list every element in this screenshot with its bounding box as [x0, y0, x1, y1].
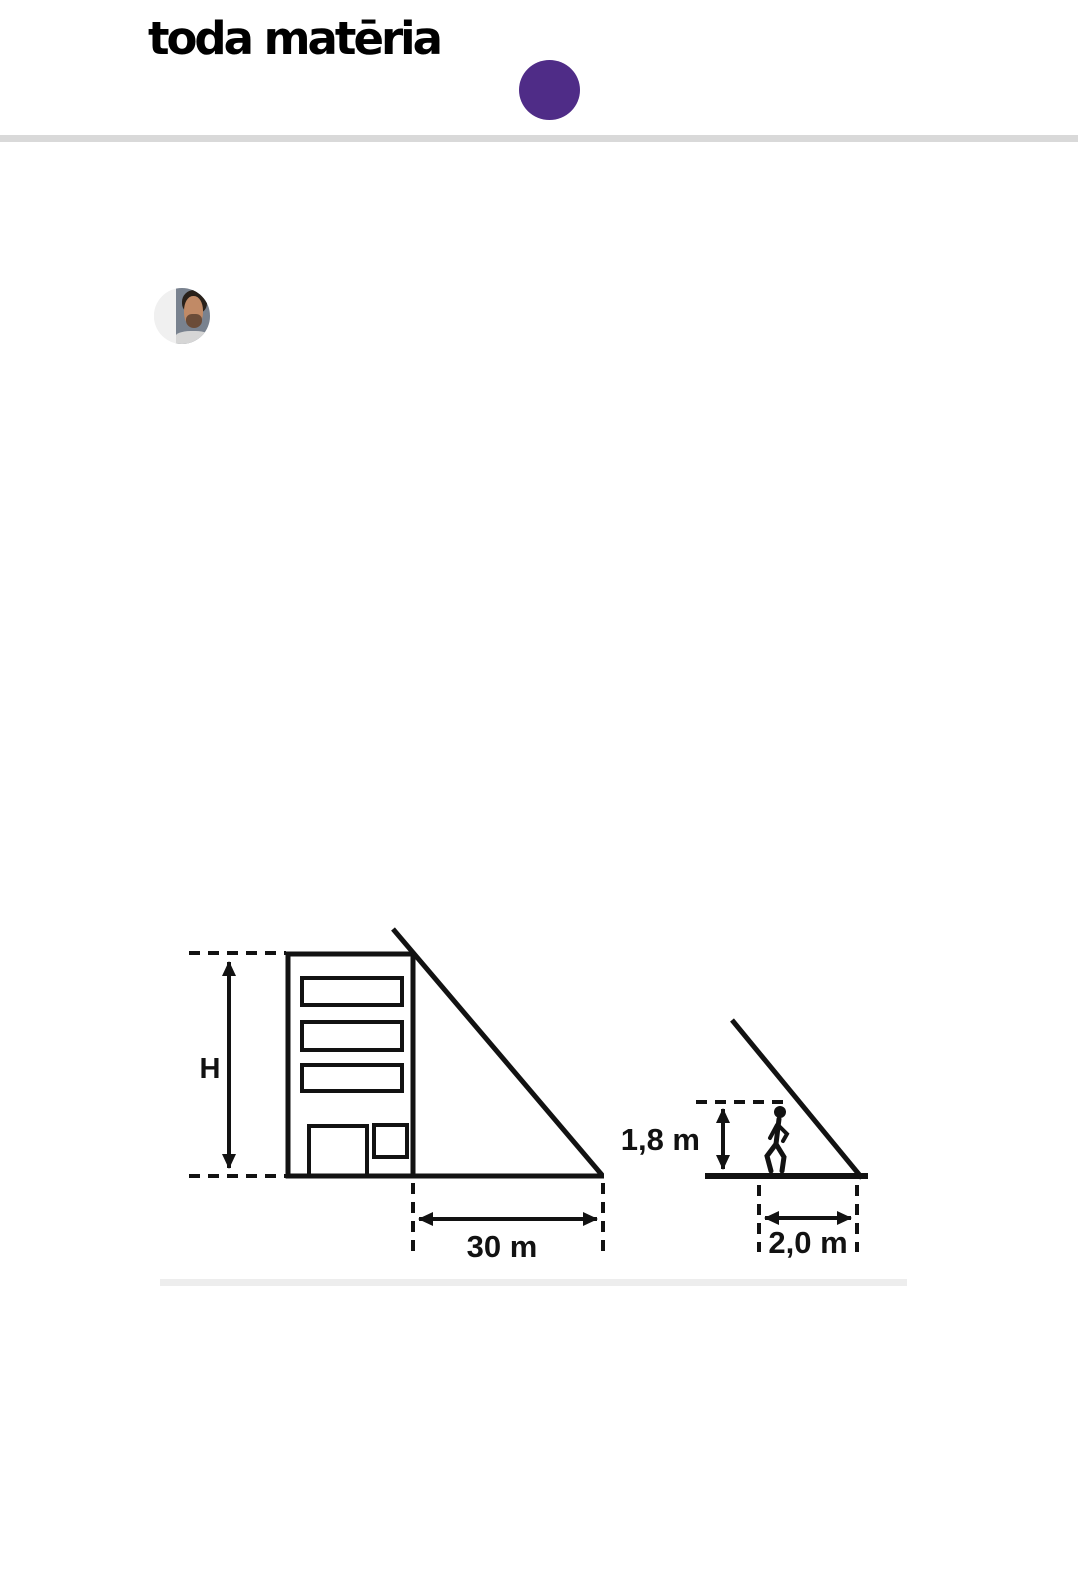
avatar-shirt — [175, 331, 210, 344]
header-divider — [0, 135, 1078, 142]
person-diagram — [621, 1020, 868, 1260]
author-avatar[interactable] — [154, 288, 210, 344]
walking-person-icon — [767, 1106, 787, 1171]
avatar-placeholder-half — [154, 288, 176, 344]
person-height-label: 1,8 m — [620, 1122, 700, 1157]
avatar-beard — [186, 314, 202, 329]
building-height-label: H — [199, 1053, 221, 1085]
person-shadow-label: 2,0 m — [768, 1225, 848, 1260]
purple-circle-button[interactable] — [519, 60, 580, 120]
building-shadow-label: 30 m — [466, 1229, 538, 1264]
sun-ray-person — [732, 1020, 862, 1178]
sun-ray-building — [393, 929, 602, 1175]
building-diagram — [189, 929, 604, 1264]
figure-image-bottom-edge — [160, 1279, 907, 1286]
similar-triangles-figure — [150, 920, 910, 1290]
site-logo[interactable]: toda matēria — [148, 12, 440, 65]
avatar-photo — [176, 288, 210, 344]
